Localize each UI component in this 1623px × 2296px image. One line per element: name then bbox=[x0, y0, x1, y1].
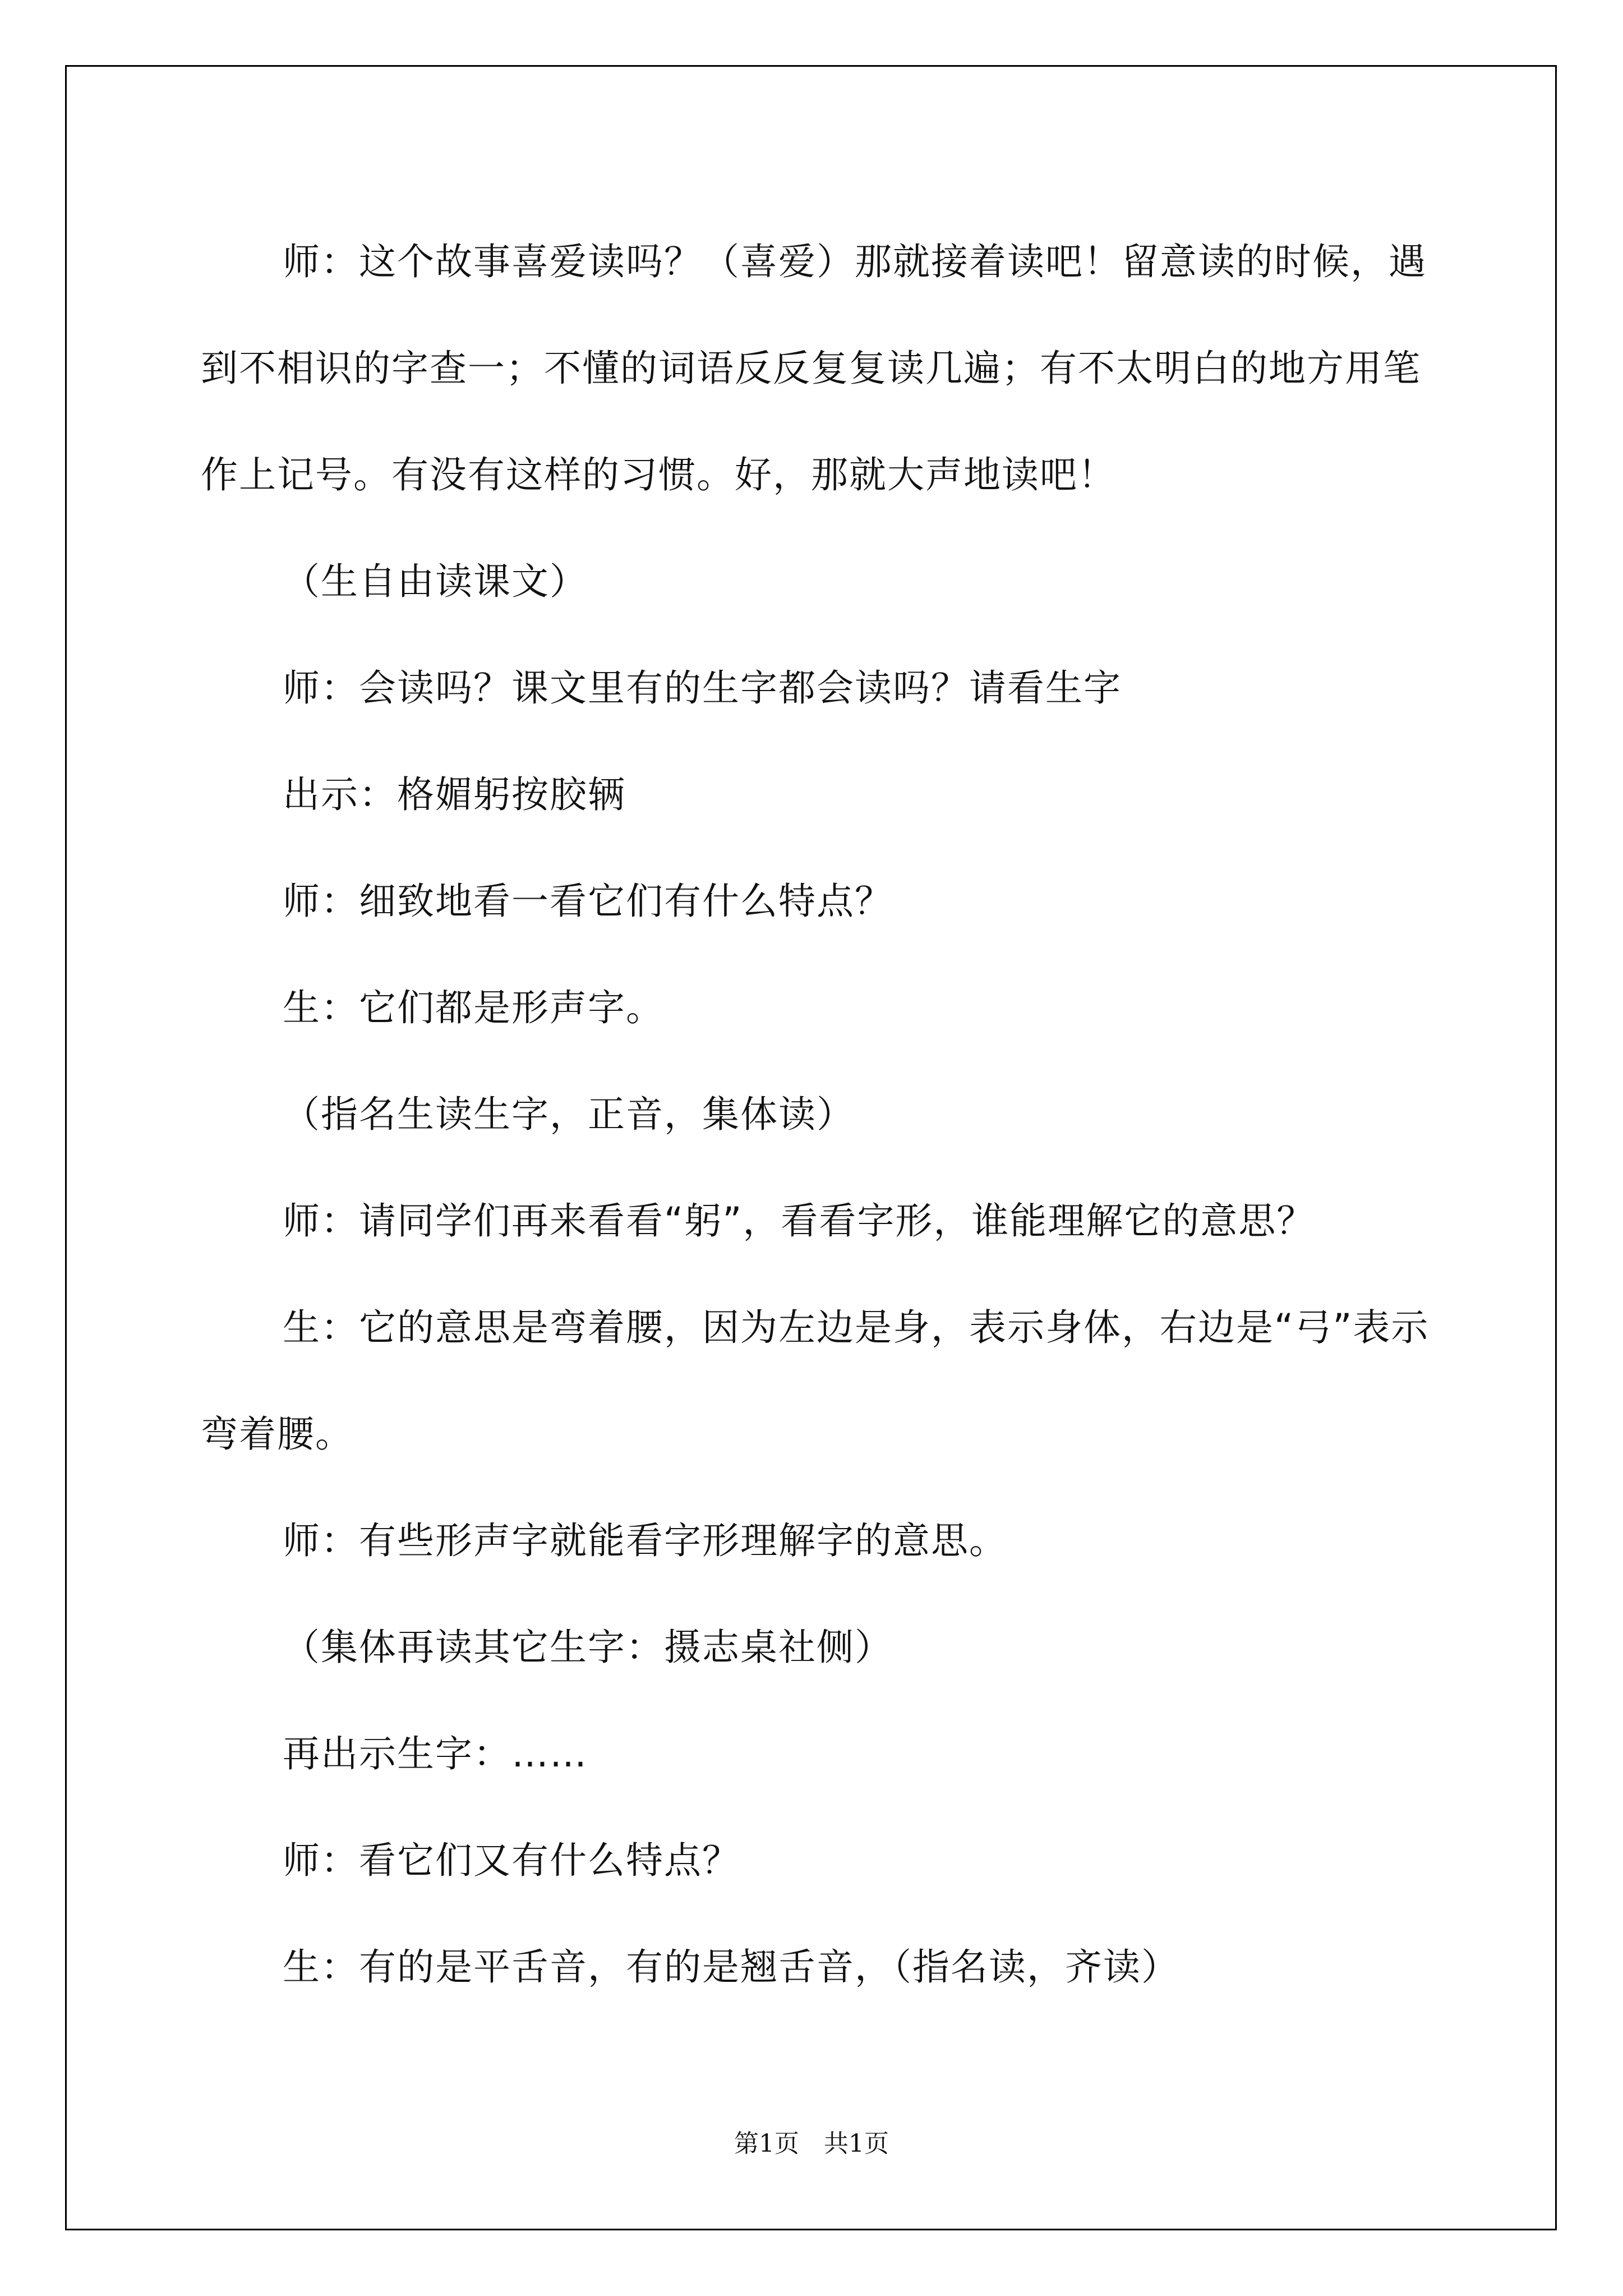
paragraph: 师：细致地看一看它们有什么特点？ bbox=[283, 880, 893, 923]
page-number-footer: 第1页 共1页 bbox=[734, 2129, 889, 2158]
paragraph: 生：它的意思是弯着腰，因为左边是身，表示身体，右边是“弓”表示弯着腰。 bbox=[201, 1306, 1430, 1456]
paragraph: （集体再读其它生字：摄志桌社侧） bbox=[283, 1626, 893, 1669]
paragraph: 师：请同学们再来看看“躬”，看看字形，谁能理解它的意思？ bbox=[283, 1199, 1315, 1243]
paragraph: 师：这个故事喜爱读吗？（喜爱）那就接着读吧！留意读的时候，遇到不相识的字查一；不懂的词语反反复复读几遍；有不太明白的地方用笔作上记号。有没有这样的习惯。好，那就大声地读吧！ bbox=[201, 240, 1427, 496]
paragraph: （生自由读课文） bbox=[283, 560, 588, 603]
paragraph: 师：会读吗？课文里有的生字都会读吗？请看生字 bbox=[283, 666, 1122, 710]
paragraph: 生：它们都是形声字。 bbox=[283, 986, 664, 1029]
paragraph: 出示：格媚躬按胶辆 bbox=[283, 773, 626, 816]
document-body bbox=[201, 209, 1440, 2021]
paragraph: 师：有些形声字就能看字形理解字的意思。 bbox=[283, 1519, 1007, 1562]
paragraph: 生：有的是平舌音，有的是翘舌音，（指名读，齐读） bbox=[283, 1945, 1179, 1989]
paragraph: 再出示生字：…… bbox=[283, 1732, 588, 1775]
paragraph: （指名生读生字，正音，集体读） bbox=[283, 1093, 855, 1136]
paragraph: 师：看它们又有什么特点？ bbox=[283, 1839, 740, 1882]
